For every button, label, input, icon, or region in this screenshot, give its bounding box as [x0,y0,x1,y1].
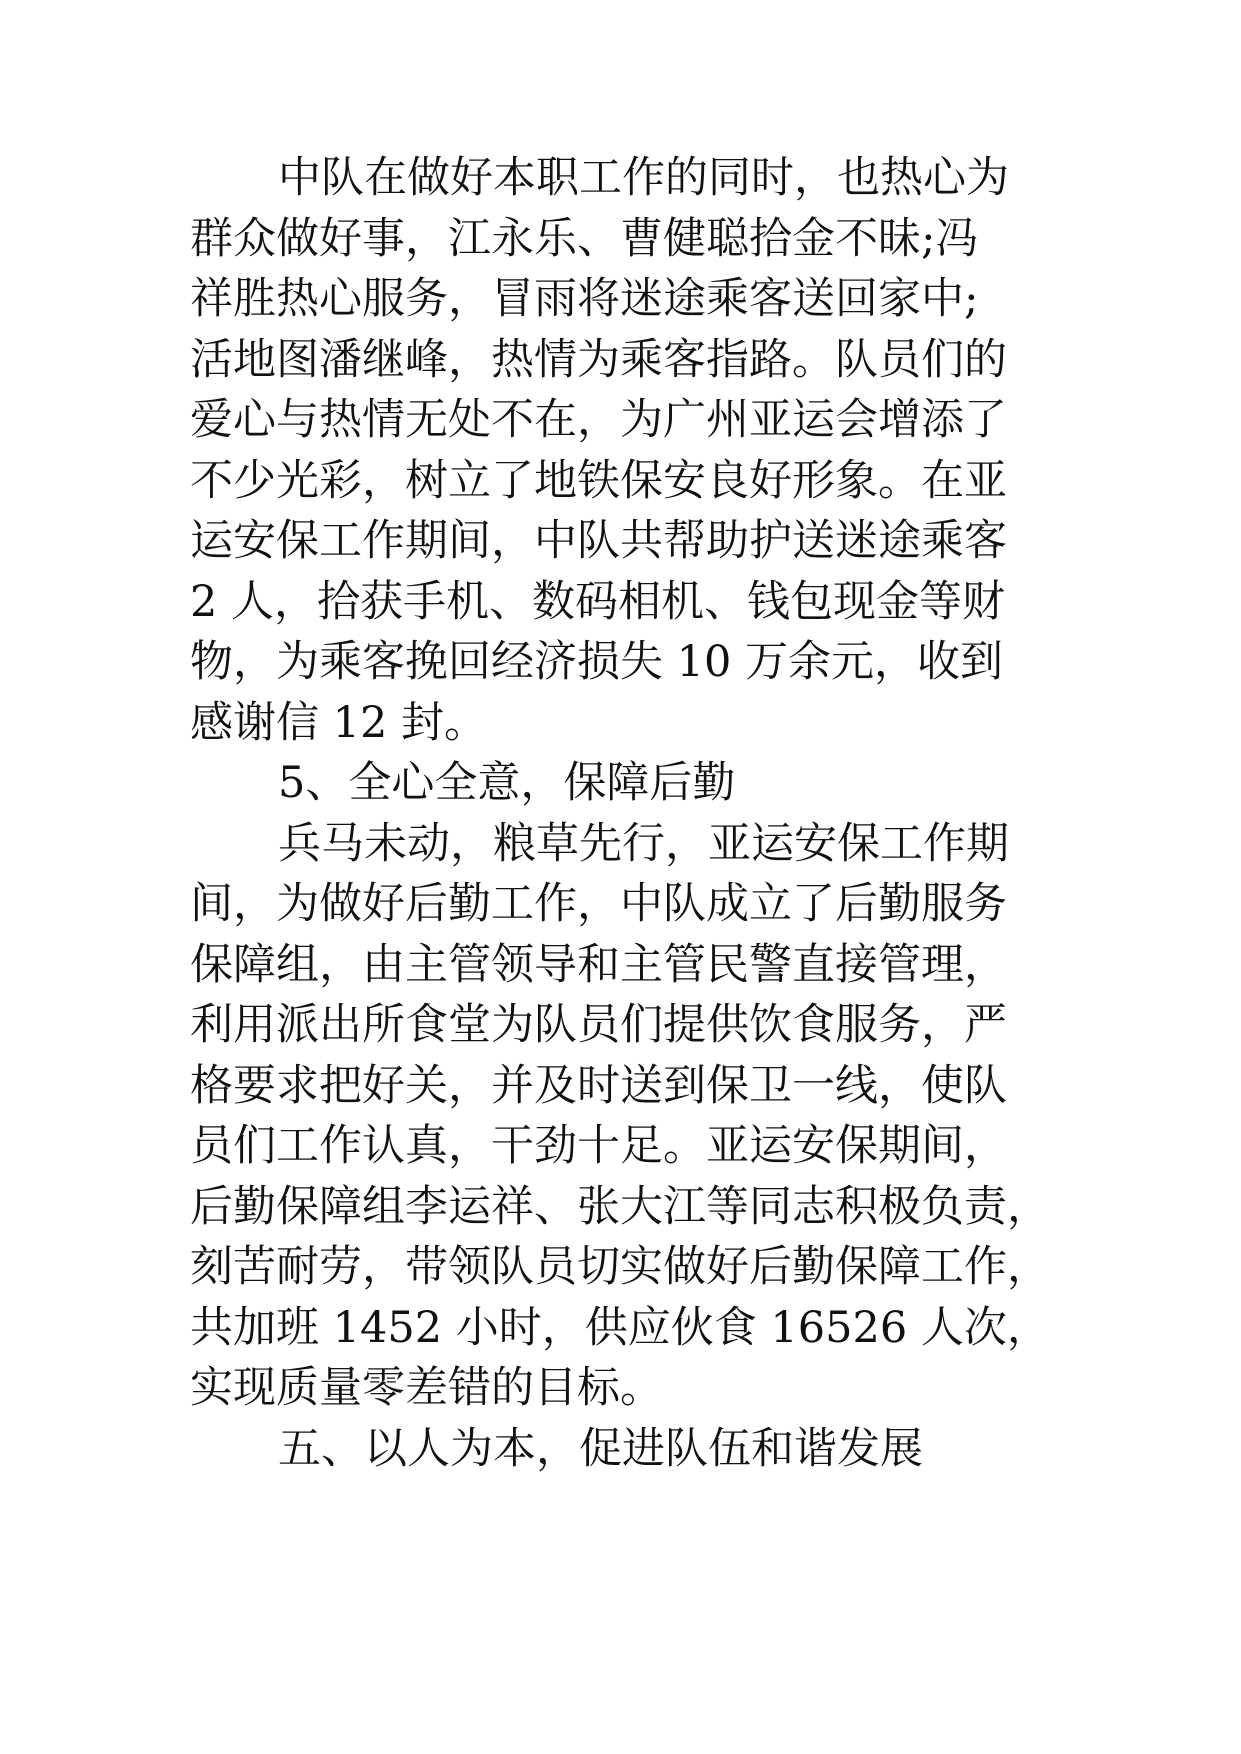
paragraph-line: 员们工作认真，干劲十足。亚运安保期间， [190,1121,1007,1171]
paragraph-line: 群众做好事，江永乐、曹健聪拾金不昧;冯 [190,213,979,264]
paragraph-line: 间，为做好后勤工作，中队成立了后勤服务 [190,879,1007,929]
paragraph-line: 祥胜热心服务，冒雨将迷途乘客送回家中; [190,274,979,324]
paragraph-line: 实现质量零差错的目标。 [190,1363,663,1413]
section-heading: 五、以人为本，促进队伍和谐发展 [278,1423,923,1474]
paragraph-line: 共加班 1452 小时，供应伙食 16526 人次， [190,1302,1050,1353]
paragraph-line: 感谢信 12 封。 [190,697,488,748]
paragraph-line: 刻苦耐劳，带领队员切实做好后勤保障工作， [190,1242,1050,1292]
paragraph-line: 物，为乘客挽回经济损失 10 万余元，收到 [190,637,1004,687]
paragraph-line: 兵马未动，粮草先行，亚运安保工作期 [278,818,1009,869]
paragraph-line: 活地图潘继峰，热情为乘客指路。队员们的 [190,334,1007,385]
document-page [190,148,1070,1479]
paragraph-line: 运安保工作期间，中队共帮助护送迷途乘客 [190,516,1007,566]
paragraph-line: 格要求把好关，并及时送到保卫一线，使队 [190,1060,1007,1111]
paragraph-line: 保障组，由主管领导和主管民警直接管理， [190,939,1007,990]
paragraph-line: 利用派出所食堂为队员们提供饮食服务，严 [190,1000,1007,1050]
paragraph-line: 中队在做好本职工作的同时，也热心为 [278,153,1009,203]
paragraph-line: 2 人，拾获手机、数码相机、钱包现金等财 [190,576,1006,627]
section-heading: 5、全心全意，保障后勤 [278,758,736,808]
paragraph-line: 爱心与热情无处不在，为广州亚运会增添了 [190,395,1007,445]
paragraph-line: 不少光彩，树立了地铁保安良好形象。在亚 [190,455,1007,506]
paragraph-line: 后勤保障组李运祥、张大江等同志积极负责， [190,1181,1050,1232]
